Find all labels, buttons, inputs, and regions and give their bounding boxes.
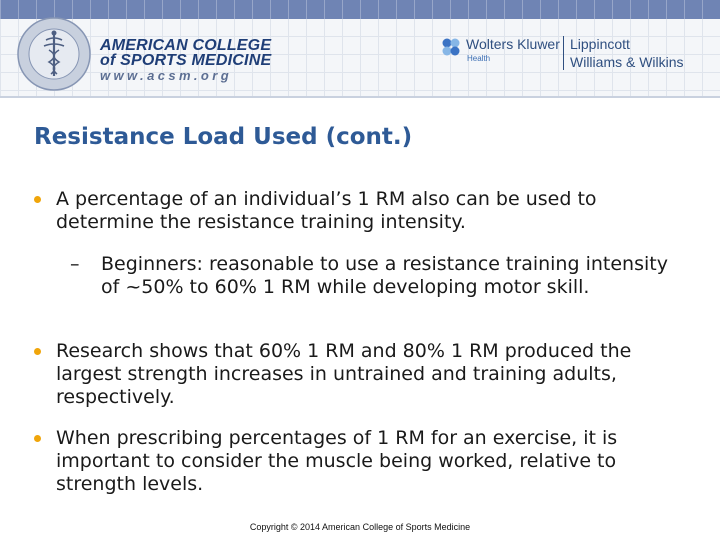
acsm-seal-icon bbox=[16, 16, 92, 92]
acsm-name-line1: AMERICAN COLLEGE bbox=[100, 37, 272, 54]
sub-bullet-text: Beginners: reasonable to use a resistance training intensity of ~50% to 60% 1 RM while developing motor skill. bbox=[101, 253, 668, 298]
sub-bullet-marker: – bbox=[70, 253, 80, 275]
wolters-kluwer-name: Wolters Kluwer bbox=[466, 36, 560, 52]
bullet-marker bbox=[34, 196, 41, 203]
bullet-text: Research shows that 60% 1 RM and 80% 1 RM produced the largest strength increases in untrained and training adults, respectively. bbox=[56, 340, 632, 408]
logo-divider bbox=[563, 36, 564, 70]
copyright-footer: Copyright © 2014 American College of Sports Medicine bbox=[249, 522, 471, 532]
publisher-name-line1: Lippincott bbox=[570, 36, 630, 52]
header-banner bbox=[0, 0, 720, 96]
wolters-kluwer-health: Health bbox=[467, 54, 491, 63]
wolters-kluwer-logo-icon bbox=[440, 36, 462, 58]
slide-title: Resistance Load Used (cont.) bbox=[34, 124, 413, 150]
publisher-name-line2: Williams & Wilkins bbox=[570, 54, 684, 70]
acsm-url: www.acsm.org bbox=[100, 68, 233, 83]
header-top-bar bbox=[0, 0, 720, 19]
header-divider bbox=[0, 96, 720, 98]
bullet-text: A percentage of an individual’s 1 RM also can be used to determine the resistance training intensity. bbox=[56, 188, 597, 233]
bullet-text: When prescribing percentages of 1 RM for an exercise, it is important to consider the muscle being worked, relative to strength levels. bbox=[56, 427, 618, 495]
bullet-marker bbox=[34, 435, 41, 442]
bullet-marker bbox=[34, 348, 41, 355]
acsm-name-line2: of SPORTS MEDICINE bbox=[100, 52, 272, 69]
